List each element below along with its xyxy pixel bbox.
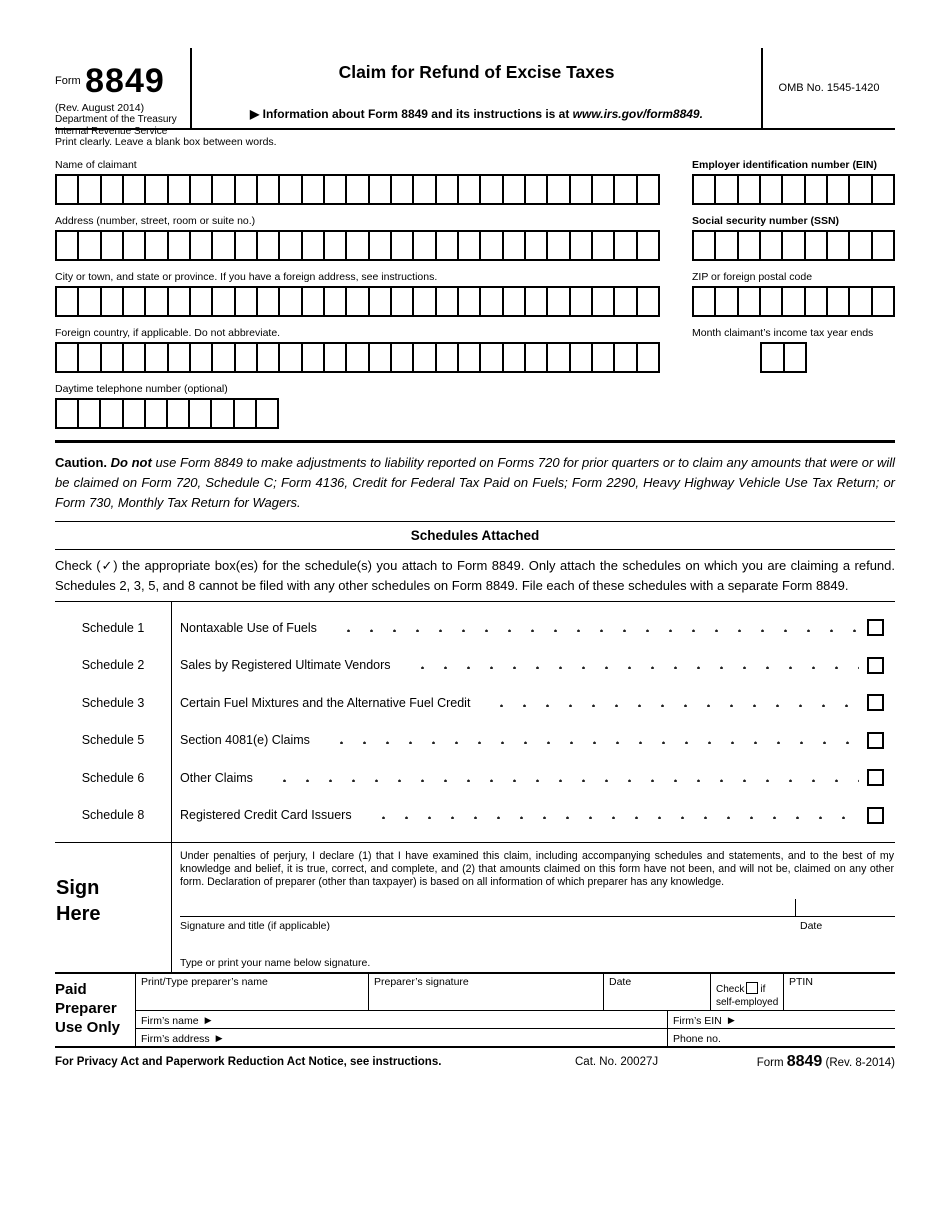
character-box[interactable] [569, 230, 593, 261]
character-box[interactable] [613, 342, 637, 373]
character-box[interactable] [759, 230, 783, 261]
character-box[interactable] [301, 230, 325, 261]
name-of-claimant-label: Name of claimant [55, 159, 137, 171]
preparer-signature-label: Preparer’s signature [374, 976, 469, 988]
address-label: Address (number, street, room or suite no.) [55, 215, 256, 227]
character-box[interactable] [99, 398, 123, 429]
character-box[interactable] [301, 174, 325, 205]
right-arrow-icon: ▶ [727, 1015, 735, 1025]
ptin-field[interactable] [783, 974, 895, 1011]
foreign-country-label: Foreign country, if applicable. Do not abbreviate. [55, 327, 281, 339]
character-box[interactable] [613, 230, 637, 261]
character-box[interactable] [502, 342, 526, 373]
schedule-1-name: Schedule 1 [81, 620, 145, 635]
privacy-act-notice: For Privacy Act and Paperwork Reduction Act Notice, see instructions. [55, 1056, 442, 1068]
character-box[interactable] [278, 286, 302, 317]
footer-form-id [757, 1053, 895, 1071]
instructions-info-line [192, 107, 761, 121]
character-box[interactable] [783, 342, 808, 373]
character-box[interactable] [569, 286, 593, 317]
character-box[interactable] [435, 174, 459, 205]
character-box[interactable] [457, 230, 481, 261]
schedules-intro-paragraph: Check (✓) the appropriate box(es) for the schedule(s) you attach to Form 8849. Only attach the schedules on which you are claiming a refund. Schedules 2, 3, 5, and 8 cannot be filed with any other schedules on Form 8849. File each of these schedules with a separate Form 8849. [55, 558, 895, 593]
perjury-declaration: Under penalties of perjury, I declare (1) that I have examined this claim, including accompanying schedules and statements, and to the best of my knowledge and belief, it is true, correct, and complete, and (2) that amounts claimed on this form have not been, and will not be, claimed on any other form. Declaration of preparer (other than taxpayer) is based on all information of which preparer has any knowledge. [180, 850, 894, 888]
firm-address-field[interactable] [136, 1029, 667, 1046]
character-box[interactable] [759, 286, 783, 317]
character-box[interactable] [167, 230, 191, 261]
caution-do-not: Do not [110, 455, 152, 470]
ssn-boxes[interactable] [692, 230, 895, 261]
character-box[interactable] [144, 286, 168, 317]
signature-title-label: Signature and title (if applicable) [180, 920, 331, 932]
schedule-5-name: Schedule 5 [81, 733, 145, 748]
tax-year-month-field [692, 317, 895, 373]
signature-area [171, 843, 895, 972]
character-box[interactable] [255, 398, 279, 429]
character-box[interactable] [412, 286, 436, 317]
address-boxes[interactable] [55, 230, 660, 261]
date-divider-tick [795, 899, 796, 916]
right-arrow-icon: ▶ [215, 1033, 223, 1043]
character-box[interactable] [546, 174, 570, 205]
character-box[interactable] [189, 286, 213, 317]
character-box[interactable] [278, 230, 302, 261]
character-box[interactable] [457, 174, 481, 205]
character-box[interactable] [256, 174, 280, 205]
character-box[interactable] [211, 230, 235, 261]
type-print-note: Type or print your name below signature. [180, 957, 371, 969]
character-box[interactable] [55, 286, 79, 317]
ssn-field [692, 205, 895, 261]
form-number: 8849 [85, 62, 165, 100]
schedule-5-row [55, 722, 895, 760]
character-box[interactable] [714, 286, 738, 317]
character-box[interactable] [502, 286, 526, 317]
paid-word: Paid [55, 981, 87, 998]
character-box[interactable] [613, 174, 637, 205]
schedule-5-description: Section 4081(e) Claims [180, 733, 310, 748]
character-box[interactable] [323, 342, 347, 373]
firm-ein-field[interactable] [667, 1011, 895, 1028]
character-box[interactable] [122, 230, 146, 261]
character-box[interactable] [189, 342, 213, 373]
character-box[interactable] [502, 230, 526, 261]
ein-label: Employer identification number (EIN) [692, 159, 877, 171]
character-box[interactable] [502, 174, 526, 205]
ein-field [692, 149, 895, 205]
zip-label: ZIP or foreign postal code [692, 271, 813, 283]
address-field [55, 205, 660, 261]
agency-line-2: Internal Revenue Service [55, 125, 168, 137]
ein-boxes[interactable] [692, 174, 895, 205]
info-text: Information about Form 8849 and its instructions is at [262, 107, 573, 121]
footer-revision: (Rev. 8-2014) [825, 1057, 895, 1069]
character-box[interactable] [144, 398, 168, 429]
print-clearly-note: Print clearly. Leave a blank box between words. [55, 136, 277, 148]
sign-here-section [55, 842, 895, 972]
check-word: Check [716, 984, 745, 995]
character-box[interactable] [368, 286, 392, 317]
character-box[interactable] [210, 398, 234, 429]
character-box[interactable] [781, 230, 805, 261]
character-box[interactable] [737, 230, 761, 261]
schedule-8-description: Registered Credit Card Issuers [180, 808, 352, 823]
character-box[interactable] [233, 398, 257, 429]
character-box[interactable] [234, 230, 258, 261]
daytime-phone-field [55, 373, 660, 429]
character-box[interactable] [804, 230, 828, 261]
character-box[interactable] [569, 174, 593, 205]
character-box[interactable] [390, 286, 414, 317]
character-box[interactable] [804, 286, 828, 317]
schedule-8-row [55, 797, 895, 835]
character-box[interactable] [323, 230, 347, 261]
character-box[interactable] [122, 174, 146, 205]
character-box[interactable] [524, 174, 548, 205]
dotted-leader [331, 624, 859, 632]
schedule-6-description: Other Claims [180, 770, 253, 785]
character-box[interactable] [591, 286, 615, 317]
use-only-word: Use Only [55, 1019, 121, 1036]
character-box[interactable] [479, 342, 503, 373]
preparer-row-1 [136, 974, 895, 1011]
character-box[interactable] [100, 342, 124, 373]
character-box[interactable] [323, 286, 347, 317]
character-box[interactable] [256, 342, 280, 373]
dotted-leader [405, 661, 859, 669]
signature-date-label: Date [800, 920, 823, 932]
form-header [55, 48, 895, 137]
character-box[interactable] [390, 342, 414, 373]
city-state-field [55, 261, 660, 317]
character-box[interactable] [189, 230, 213, 261]
character-box[interactable] [188, 398, 212, 429]
firm-name-field[interactable] [136, 1011, 667, 1028]
tax-year-month-label: Month claimant’s income tax year ends [692, 327, 874, 339]
claimant-fields-right [692, 149, 895, 429]
paid-preparer-section [55, 972, 895, 1048]
preparer-name-field[interactable] [136, 974, 368, 1011]
character-box[interactable] [546, 342, 570, 373]
ptin-label: PTIN [789, 976, 813, 988]
foreign-country-boxes[interactable] [55, 342, 660, 373]
character-box[interactable] [55, 398, 79, 429]
character-box[interactable] [848, 174, 872, 205]
self-employed-checkbox[interactable] [746, 982, 758, 994]
character-box[interactable] [390, 174, 414, 205]
character-box[interactable] [234, 174, 258, 205]
character-box[interactable] [301, 286, 325, 317]
preparer-name-label: Print/Type preparer’s name [141, 976, 268, 988]
character-box[interactable] [871, 286, 895, 317]
phone-label: Phone no. [673, 1032, 721, 1045]
foreign-country-field [55, 317, 660, 373]
name-of-claimant-boxes[interactable] [55, 174, 660, 205]
character-box[interactable] [122, 398, 146, 429]
claimant-fields-left [55, 149, 660, 429]
character-box[interactable] [323, 174, 347, 205]
character-box[interactable] [167, 286, 191, 317]
character-box[interactable] [55, 174, 79, 205]
self-employed-word: self-employed [716, 997, 779, 1008]
character-box[interactable] [636, 342, 660, 373]
character-box[interactable] [636, 286, 660, 317]
character-box[interactable] [211, 286, 235, 317]
character-box[interactable] [435, 230, 459, 261]
character-box[interactable] [77, 398, 101, 429]
character-box[interactable] [636, 174, 660, 205]
firm-name-label: Firm’s name [141, 1014, 199, 1027]
if-word: if [760, 984, 766, 995]
character-box[interactable] [524, 230, 548, 261]
schedule-1-checkbox[interactable] [867, 619, 884, 636]
schedules-attached-heading: Schedules Attached [410, 528, 540, 543]
schedule-8-checkbox[interactable] [867, 807, 884, 824]
schedule-6-checkbox[interactable] [867, 769, 884, 786]
character-box[interactable] [100, 230, 124, 261]
character-box[interactable] [122, 286, 146, 317]
agency-line-1: Department of the Treasury [55, 114, 177, 125]
preparer-word: Preparer [55, 1000, 117, 1017]
character-box[interactable] [278, 174, 302, 205]
omb-number: OMB No. 1545-1420 [778, 82, 880, 94]
schedule-3-name: Schedule 3 [81, 695, 145, 710]
character-box[interactable] [122, 342, 146, 373]
preparer-row-3 [136, 1029, 895, 1046]
character-box[interactable] [546, 286, 570, 317]
character-box[interactable] [55, 230, 79, 261]
character-box[interactable] [591, 342, 615, 373]
schedule-2-description: Sales by Registered Ultimate Vendors [180, 658, 391, 673]
signature-line[interactable] [180, 916, 895, 917]
footer-form-word: Form [756, 1057, 784, 1069]
character-box[interactable] [412, 230, 436, 261]
sign-here-heading [55, 843, 171, 972]
dotted-leader [366, 811, 859, 819]
character-box[interactable] [100, 286, 124, 317]
character-box[interactable] [524, 342, 548, 373]
character-box[interactable] [636, 230, 660, 261]
character-box[interactable] [524, 286, 548, 317]
character-box[interactable] [692, 230, 716, 261]
caution-word: Caution. [55, 455, 107, 470]
character-box[interactable] [546, 230, 570, 261]
schedule-6-row [55, 759, 895, 797]
character-box[interactable] [390, 230, 414, 261]
schedule-1-description: Nontaxable Use of Fuels [180, 620, 317, 635]
character-box[interactable] [412, 342, 436, 373]
paid-preparer-heading [55, 974, 135, 1046]
character-box[interactable] [804, 174, 828, 205]
catalog-number: Cat. No. 20027J [575, 1056, 659, 1068]
character-box[interactable] [345, 174, 369, 205]
character-box[interactable] [591, 230, 615, 261]
character-box[interactable] [871, 174, 895, 205]
character-box[interactable] [144, 342, 168, 373]
dotted-leader [484, 699, 859, 707]
character-box[interactable] [301, 342, 325, 373]
character-box[interactable] [278, 342, 302, 373]
character-box[interactable] [55, 342, 79, 373]
character-box[interactable] [189, 174, 213, 205]
character-box[interactable] [759, 174, 783, 205]
schedule-2-row [55, 647, 895, 685]
title-block [190, 48, 763, 128]
ssn-label: Social security number (SSN) [692, 215, 840, 227]
city-state-label: City or town, and state or province. If you have a foreign address, see instructions. [55, 271, 438, 283]
caution-paragraph [55, 440, 895, 513]
character-box[interactable] [826, 286, 850, 317]
character-box[interactable] [714, 230, 738, 261]
footer-form-number: 8849 [786, 1053, 823, 1070]
right-arrow-icon: ▶ [204, 1015, 212, 1025]
character-box[interactable] [737, 286, 761, 317]
character-box[interactable] [77, 174, 101, 205]
character-box[interactable] [368, 342, 392, 373]
character-box[interactable] [871, 230, 895, 261]
schedule-3-row [55, 684, 895, 722]
form-word-label: Form [55, 75, 81, 87]
character-box[interactable] [479, 286, 503, 317]
character-box[interactable] [345, 230, 369, 261]
preparer-date-label: Date [609, 976, 632, 988]
character-box[interactable] [345, 286, 369, 317]
character-box[interactable] [234, 286, 258, 317]
schedule-3-checkbox[interactable] [867, 694, 884, 711]
daytime-phone-boxes[interactable] [55, 398, 279, 429]
tax-year-month-boxes[interactable] [760, 342, 807, 373]
daytime-phone-label: Daytime telephone number (optional) [55, 383, 228, 395]
character-box[interactable] [256, 286, 280, 317]
schedules-table [55, 601, 895, 842]
character-box[interactable] [345, 342, 369, 373]
caution-text: use Form 8849 to make adjustments to liability reported on Forms 720 for prior quarters or to claim any amounts that were or will be claimed on Form 720, Schedule C; Form 4136, Credit for Federal Tax Paid on Fuels; Form 2290, Heavy Highway Vehicle Use Tax Return; or Form 730, Monthly Tax Return for Wagers. [55, 455, 895, 510]
here-word: Here [56, 903, 101, 925]
schedule-8-name: Schedule 8 [81, 808, 145, 823]
irs-url: www.irs.gov/form8849. [572, 107, 703, 121]
character-box[interactable] [256, 230, 280, 261]
character-box[interactable] [211, 342, 235, 373]
schedule-6-name: Schedule 6 [81, 770, 145, 785]
dotted-leader [324, 736, 859, 744]
character-box[interactable] [781, 286, 805, 317]
character-box[interactable] [781, 174, 805, 205]
character-box[interactable] [826, 230, 850, 261]
form-revision: (Rev. August 2014) [55, 102, 145, 114]
character-box[interactable] [100, 174, 124, 205]
preparer-date-field[interactable] [603, 974, 710, 1011]
dotted-leader [267, 774, 859, 782]
character-box[interactable] [368, 174, 392, 205]
character-box[interactable] [569, 342, 593, 373]
firm-ein-label: Firm’s EIN [673, 1014, 722, 1027]
character-box[interactable] [435, 286, 459, 317]
character-box[interactable] [591, 174, 615, 205]
character-box[interactable] [77, 230, 101, 261]
character-box[interactable] [737, 174, 761, 205]
character-box[interactable] [144, 174, 168, 205]
schedule-2-checkbox[interactable] [867, 657, 884, 674]
character-box[interactable] [166, 398, 190, 429]
character-box[interactable] [368, 230, 392, 261]
phone-field[interactable] [667, 1029, 895, 1046]
right-arrow-icon: ▶ [250, 107, 260, 121]
character-box[interactable] [457, 286, 481, 317]
character-box[interactable] [479, 230, 503, 261]
character-box[interactable] [692, 286, 716, 317]
character-box[interactable] [848, 230, 872, 261]
schedule-5-checkbox[interactable] [867, 732, 884, 749]
character-box[interactable] [77, 342, 101, 373]
zip-field [692, 261, 895, 317]
character-box[interactable] [144, 230, 168, 261]
page-title: Claim for Refund of Excise Taxes [338, 62, 615, 82]
character-box[interactable] [479, 174, 503, 205]
paid-preparer-table [135, 974, 895, 1046]
city-state-boxes[interactable] [55, 286, 660, 317]
character-box[interactable] [234, 342, 258, 373]
self-employed-cell [710, 974, 783, 1011]
form-identity-block [55, 48, 190, 137]
claimant-fields [55, 149, 895, 429]
character-box[interactable] [714, 174, 738, 205]
firm-address-label: Firm’s address [141, 1032, 210, 1045]
character-box[interactable] [167, 342, 191, 373]
schedule-3-description: Certain Fuel Mixtures and the Alternative Fuel Credit [180, 695, 471, 710]
preparer-row-2 [136, 1011, 895, 1029]
schedule-1-row [55, 609, 895, 647]
character-box[interactable] [457, 342, 481, 373]
character-box[interactable] [77, 286, 101, 317]
character-box[interactable] [435, 342, 459, 373]
character-box[interactable] [760, 342, 785, 373]
character-box[interactable] [692, 174, 716, 205]
name-of-claimant-field [55, 149, 660, 205]
character-box[interactable] [211, 174, 235, 205]
zip-boxes[interactable] [692, 286, 895, 317]
preparer-signature-field[interactable] [368, 974, 603, 1011]
divider [55, 521, 895, 522]
sign-word: Sign [56, 877, 100, 899]
character-box[interactable] [848, 286, 872, 317]
character-box[interactable] [826, 174, 850, 205]
schedule-2-name: Schedule 2 [81, 658, 145, 673]
character-box[interactable] [412, 174, 436, 205]
character-box[interactable] [167, 174, 191, 205]
character-box[interactable] [613, 286, 637, 317]
form-footer [55, 1053, 895, 1073]
